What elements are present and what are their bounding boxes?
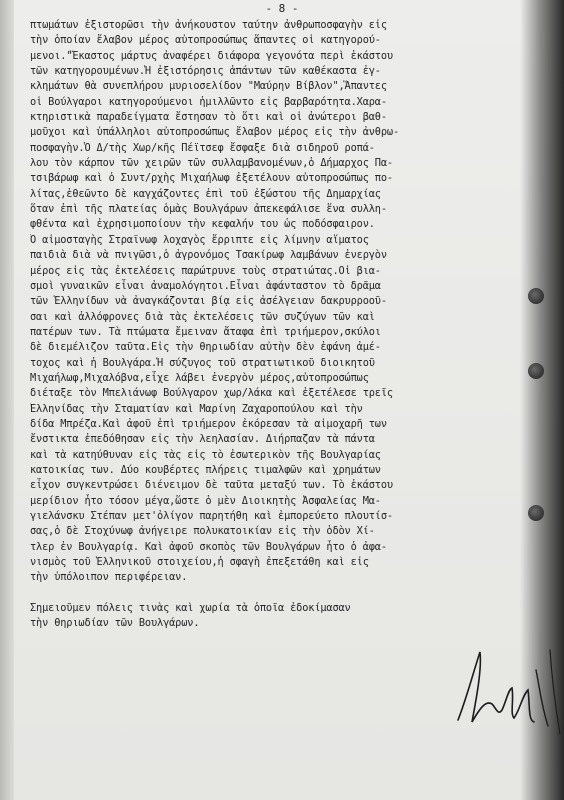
text-line: τλερ ἐν Βουλγαρίᾳ. Καὶ ἀφοῦ σκοπὸς τῶν Βουλγάρων ἦτο ὁ ἀφα-: [30, 540, 387, 553]
text-line: ποσφαγὴν.Ὁ Δ/τὴς Χωρ/κῆς Πέϊτσεφ ἔσφαξε διὰ σιδηροῦ ροπά-: [30, 141, 375, 154]
text-line: [30, 586, 520, 601]
text-line: νισμὸς τοῦ Ἑλληνικοῦ στοιχείου,ἡ σφαγὴ ἐπεξετάθη καὶ εἰς: [30, 556, 369, 569]
binder-hole: [528, 505, 544, 521]
binder-hole: [528, 288, 544, 304]
text-line: τοχος καὶ ἡ Βουλγάρα.Ἡ σύζυγος τοῦ στρατιωτικοῦ διοικητοῦ: [30, 356, 375, 369]
text-line: φθέντα καὶ ἐχρησιμοποίουν τὴν κεφαλήν του ὡς ποδόσφαιρον.: [30, 218, 375, 231]
text-line: γιελάνσκυ Στέπαν μετ'ὀλίγον παρητήθη καὶ ἐμπορεύετο πλουτίσ-: [30, 510, 393, 522]
text-line: σας,ὁ δὲ Στοχύνωφ ἀνήγειρε πολυκατοικίαν εἰς τὴν ὁδὸν Χί-: [30, 525, 375, 538]
text-line: πατέρων των. Τὰ πτώματα ἔμειναν ἄταφα ἐπὶ τριήμερον,σκύλοι: [30, 325, 381, 338]
text-line: πτωμάτων ἐξιστορῶσι τὴν ἀνήκουστον ταύτην ἀνθρωποσφαγὴν εἰς: [30, 19, 387, 31]
text-line: μέρος εἰς τὰς ἐκτελέσεις παρώτρυνε τοὺς στρατιώτας.Οἱ βια-: [30, 264, 381, 277]
text-line: Ὁ αἱμοσταγὴς Στραϊνωφ λοχαγὸς ἔρριπτε εἰς λίμνην αἵματος: [30, 233, 369, 246]
text-line: τὴν θηριωδίαν τῶν Βουλγάρων.: [30, 617, 200, 630]
text-line: Ἑλληνίδας τὴν Σταματίαν καὶ Μαρίνη Ζαχαροπούλου καὶ τὴν: [30, 402, 363, 415]
text-line: εἶχον συγκεντρώσει διένειμον δὲ ταῦτα μεταξύ των. Τὸ ἑκάστου: [30, 479, 393, 492]
text-line: τῶν Ἑλληνίδων νὰ ἀναγκάζονται βίᾳ εἰς ἀσέλγειαν δακρυρροοῦ-: [30, 295, 387, 308]
text-line: τὴν ὑπόλοιπον περιφέρειαν.: [30, 571, 188, 584]
text-line: σμοὶ γυναικῶν εἶναι ἀναμολόγητοι.Εἶναι ἀφάνταστον τὸ δρᾶμα: [30, 279, 381, 292]
text-line: τσιβάρωφ καὶ ὁ Συντ/ρχὴς Μιχαήλωφ ἐξετέλουν αὐτοπροσώπως πο-: [30, 172, 393, 185]
text-line: οἱ Βούλγαροι κατηγορούμενοι ἡμιλλῶντο εἰς βαρβαρότητα.Χαρα-: [30, 95, 387, 108]
scan-left-edge: [0, 0, 14, 800]
handwritten-signature: [452, 630, 564, 740]
text-line: δὲ διεμέλιζον ταῦτα.Εἰς τὴν θηριωδίαν αὐτὴν δὲν ἐφάνη ἀμέ-: [30, 341, 381, 354]
text-line: τῶν κατηγορουμένων.Ἡ ἐξιστόρησις ἁπάντων τῶν καθέκαστα ἐγ-: [30, 65, 381, 78]
binder-hole: [528, 363, 544, 379]
text-line: ὅταν ἐπὶ τῆς πλατείας ὁμὰς Βουλγάρων ἀπεκεφάλισε ἕνα συλλη-: [30, 203, 387, 216]
text-line: Σημειοῦμεν πόλεις τινὰς καὶ χωρία τὰ ὁποῖα ἐδοκίμασαν: [30, 602, 351, 615]
text-line: τὴν ὁποίαν ἔλαβον μέρος αὐτοπροσώπως ἅπαντες οἱ κατηγορού-: [30, 34, 381, 47]
text-line: λου τὸν κάρπον τῶν χειρῶν τῶν συλλαμβανομένων,ὁ Δήμαρχος Πα-: [30, 157, 393, 170]
text-line: σαι καὶ ἀλλόφρονες διὰ τὰς ἐκτελέσεις τῶν συζύγων τῶν καὶ: [30, 310, 375, 323]
text-line: μενοι."Ἕκαστος μάρτυς ἀναφέρει διάφορα γεγονότα περὶ ἑκάστου: [30, 49, 393, 62]
text-line: μερίδιον ἦτο τόσον μέγα,ὥστε ὁ μὲν Διοικητὴς Ἀσφαλείας Μα-: [30, 494, 381, 507]
page-number: - 8 -: [265, 2, 299, 15]
text-line: ἔνστικτα ἐπεδόθησαν εἰς τὴν λεηλασίαν. Διήρπαζαν τὰ πάντα: [30, 433, 375, 446]
text-line: Μιχαήλωφ,Μιχαλόβνα,εἶχε λάβει ἐνεργὸν μέρος,αὐτοπροσώπως: [30, 371, 369, 384]
text-line: παιδιὰ διὰ νὰ πνιγῶσι,ὁ ἀγρονόμος Τσακίρωφ λαμβάνων ἐνεργὸν: [30, 249, 387, 262]
text-line: μοῦχοι καὶ ὑπάλληλοι αὐτοπροσώπως ἔλαβον μέρος εἰς τὴν ἀνθρω-: [30, 126, 400, 139]
text-line: καὶ τὰ κατηύθυναν εἰς τὰς εἰς τὸ ἐσωτερικὸν τῆς Βουλγαρίας: [30, 448, 381, 461]
text-line: λίτας,ἐθεῶντο δὲ καγχάζοντες ἐπὶ τοῦ ἐξώστου τῆς Δημαρχίας: [30, 187, 381, 200]
text-line: διέταξε τὸν Μπελιάνωφ Βούλγαρον χωρ/λάκα καὶ ἐξετέλεσε τρεῖς: [30, 387, 393, 400]
text-line: κτηριστικὰ παραδείγματα ἔστησαν τὸ ὅτι καὶ οἱ ἀνώτεροι βαθ-: [30, 111, 387, 124]
text-line: κλημάτων θὰ συνεπλήρου μυριοσελίδον "Μαύρην Βίβλον",Ἅπαντες: [30, 80, 387, 93]
document-body: [30, 18, 520, 632]
text-line: δίδα Μπρέζα.Καὶ ἀφοῦ ἐπὶ τριήμερον ἐκόρεσαν τὰ αἱμοχαρῆ των: [30, 417, 387, 430]
text-line: κατοικίας των. Δύο κουβέρτες πλήρεις τιμαλφῶν καὶ χρημάτων: [30, 463, 381, 476]
